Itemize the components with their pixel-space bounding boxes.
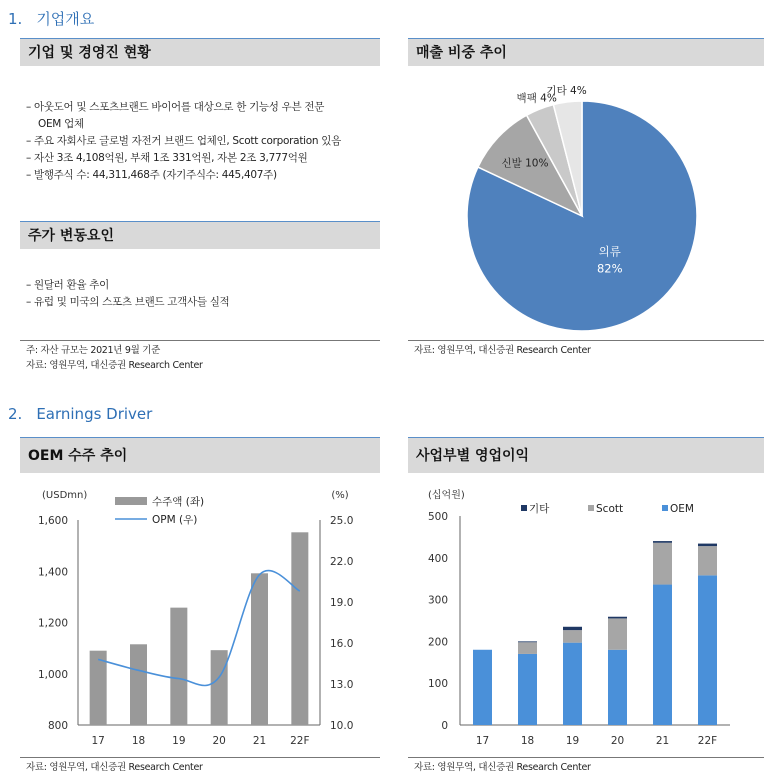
y-tick: 400 [427, 552, 448, 565]
stacked-bar-segment [653, 585, 672, 725]
section-1-label: 기업개요 [36, 10, 95, 28]
y-tick: 100 [427, 678, 448, 691]
pie-source: 자료: 영원무역, 대신증권 Research Center [414, 345, 591, 356]
y-left-tick: 1,400 [37, 566, 68, 579]
y-left-unit: (USDmn) [42, 490, 88, 501]
x-tick-label: 20 [212, 735, 226, 747]
company-panel-heading: 기업 및 경영진 현황 [20, 38, 380, 66]
y-right-tick: 22.0 [330, 556, 354, 568]
section-2-title [8, 405, 152, 423]
pie-label: 백팩 4% [516, 92, 557, 105]
stacked-bar-segment [698, 546, 717, 575]
oem-panel-divider [20, 757, 380, 758]
pie-chart [408, 68, 764, 338]
pie-label: 기타 4% [546, 84, 587, 97]
company-bullet: OEM 업체 [38, 118, 84, 130]
x-tick-label: 22F [697, 735, 718, 747]
left-note: 자료: 영원무역, 대신증권 Research Center [26, 360, 203, 371]
op-panel-heading: 사업부별 영업이익 [408, 437, 764, 473]
y-right-tick: 10.0 [330, 720, 354, 732]
stock-factor-bullet: – 원달러 환율 추이 [26, 279, 109, 291]
op-chart [408, 478, 764, 754]
stacked-bar-segment [698, 575, 717, 725]
legend-swatch-bar [115, 497, 147, 505]
bar [170, 608, 187, 725]
x-tick-label: 21 [655, 735, 670, 747]
y-right-tick: 25.0 [330, 515, 354, 527]
oem-source: 자료: 영원무역, 대신증권 Research Center [26, 762, 203, 773]
y-unit: (십억원) [428, 490, 465, 501]
y-tick: 0 [441, 720, 448, 732]
y-left-tick: 800 [47, 720, 68, 732]
y-left-tick: 1,600 [37, 515, 68, 527]
y-tick: 500 [427, 511, 448, 523]
opm-line [98, 571, 300, 686]
section-1-number: 1. [8, 10, 23, 28]
stacked-bar-segment [518, 642, 537, 654]
x-tick-label: 19 [565, 735, 580, 747]
y-right-tick: 16.0 [330, 638, 354, 650]
legend-swatch [588, 505, 594, 511]
x-tick-label: 18 [131, 735, 146, 747]
stock-factors-heading: 주가 변동요인 [20, 221, 380, 249]
x-tick-label: 17 [475, 735, 490, 747]
stacked-bar-segment [563, 630, 582, 643]
company-bullets [26, 99, 381, 184]
x-tick-label: 18 [520, 735, 535, 747]
bar [291, 532, 308, 725]
pie-panel-heading: 매출 비중 추이 [408, 38, 764, 66]
bar [130, 644, 147, 725]
legend-label: OEM [670, 503, 694, 515]
left-panel-divider [20, 340, 380, 341]
stacked-bar-segment [608, 617, 627, 619]
stacked-bar-segment [518, 641, 537, 642]
stacked-bar-segment [563, 627, 582, 630]
company-bullet: – 발행주식 수: 44,311,468주 (자기주식수: 445,407주) [26, 169, 277, 181]
y-tick: 200 [427, 636, 448, 649]
stacked-bar-segment [563, 643, 582, 725]
section-2-number: 2. [8, 405, 23, 423]
pie-label: 의류 [598, 244, 621, 259]
x-tick-label: 20 [610, 735, 625, 747]
stacked-bar-segment [653, 543, 672, 585]
y-right-tick: 13.0 [330, 679, 354, 691]
pie-label: 신발 10% [501, 157, 549, 170]
legend-label-line: OPM (우) [152, 514, 198, 526]
stacked-bar-segment [653, 541, 672, 543]
op-source: 자료: 영원무역, 대신증권 Research Center [414, 762, 591, 773]
oem-panel-heading: OEM 수주 추이 [20, 437, 380, 473]
legend-label: Scott [596, 503, 624, 515]
company-bullet: – 아웃도어 및 스포츠브랜드 바이어를 대상으로 한 기능성 우븐 전문 [26, 101, 325, 113]
company-bullet: – 주요 자회사로 글로벌 자전거 브랜드 업체인, Scott corporation 있음 [26, 135, 341, 147]
y-right-unit: (%) [331, 490, 349, 501]
x-tick-label: 17 [91, 735, 105, 747]
stacked-bar-segment [473, 650, 492, 725]
x-tick-label: 19 [172, 735, 186, 747]
bar [211, 650, 228, 725]
stock-factor-bullet: – 유럽 및 미국의 스포츠 브랜드 고객사들 실적 [26, 296, 230, 308]
y-left-tick: 1,000 [37, 668, 68, 681]
x-tick-label: 21 [252, 735, 267, 747]
legend-swatch [521, 505, 527, 511]
oem-chart [20, 478, 380, 754]
bar [251, 573, 268, 725]
left-notes [26, 343, 203, 373]
legend-swatch [662, 505, 668, 511]
company-bullet: – 자산 3조 4,108억원, 부채 1조 331억원, 자본 2조 3,777억원 [26, 152, 308, 164]
section-2-label: Earnings Driver [36, 405, 153, 423]
stacked-bar-segment [698, 544, 717, 547]
stacked-bar-segment [608, 618, 627, 649]
stock-factors-bullets [26, 277, 381, 311]
x-tick-label: 22F [290, 735, 310, 747]
pie-value: 82% [596, 261, 623, 276]
legend-label-bar: 수주액 (좌) [152, 496, 205, 508]
legend-label: 기타 [529, 503, 550, 515]
op-panel-divider [408, 757, 764, 758]
y-tick: 300 [427, 594, 448, 607]
left-note: 주: 자산 규모는 2021년 9월 기준 [26, 345, 160, 356]
section-1-title [8, 8, 94, 29]
stacked-bar-segment [608, 650, 627, 725]
y-left-tick: 1,200 [37, 617, 68, 630]
stacked-bar-segment [518, 654, 537, 725]
y-right-tick: 19.0 [330, 597, 354, 609]
pie-panel-divider [408, 340, 764, 341]
